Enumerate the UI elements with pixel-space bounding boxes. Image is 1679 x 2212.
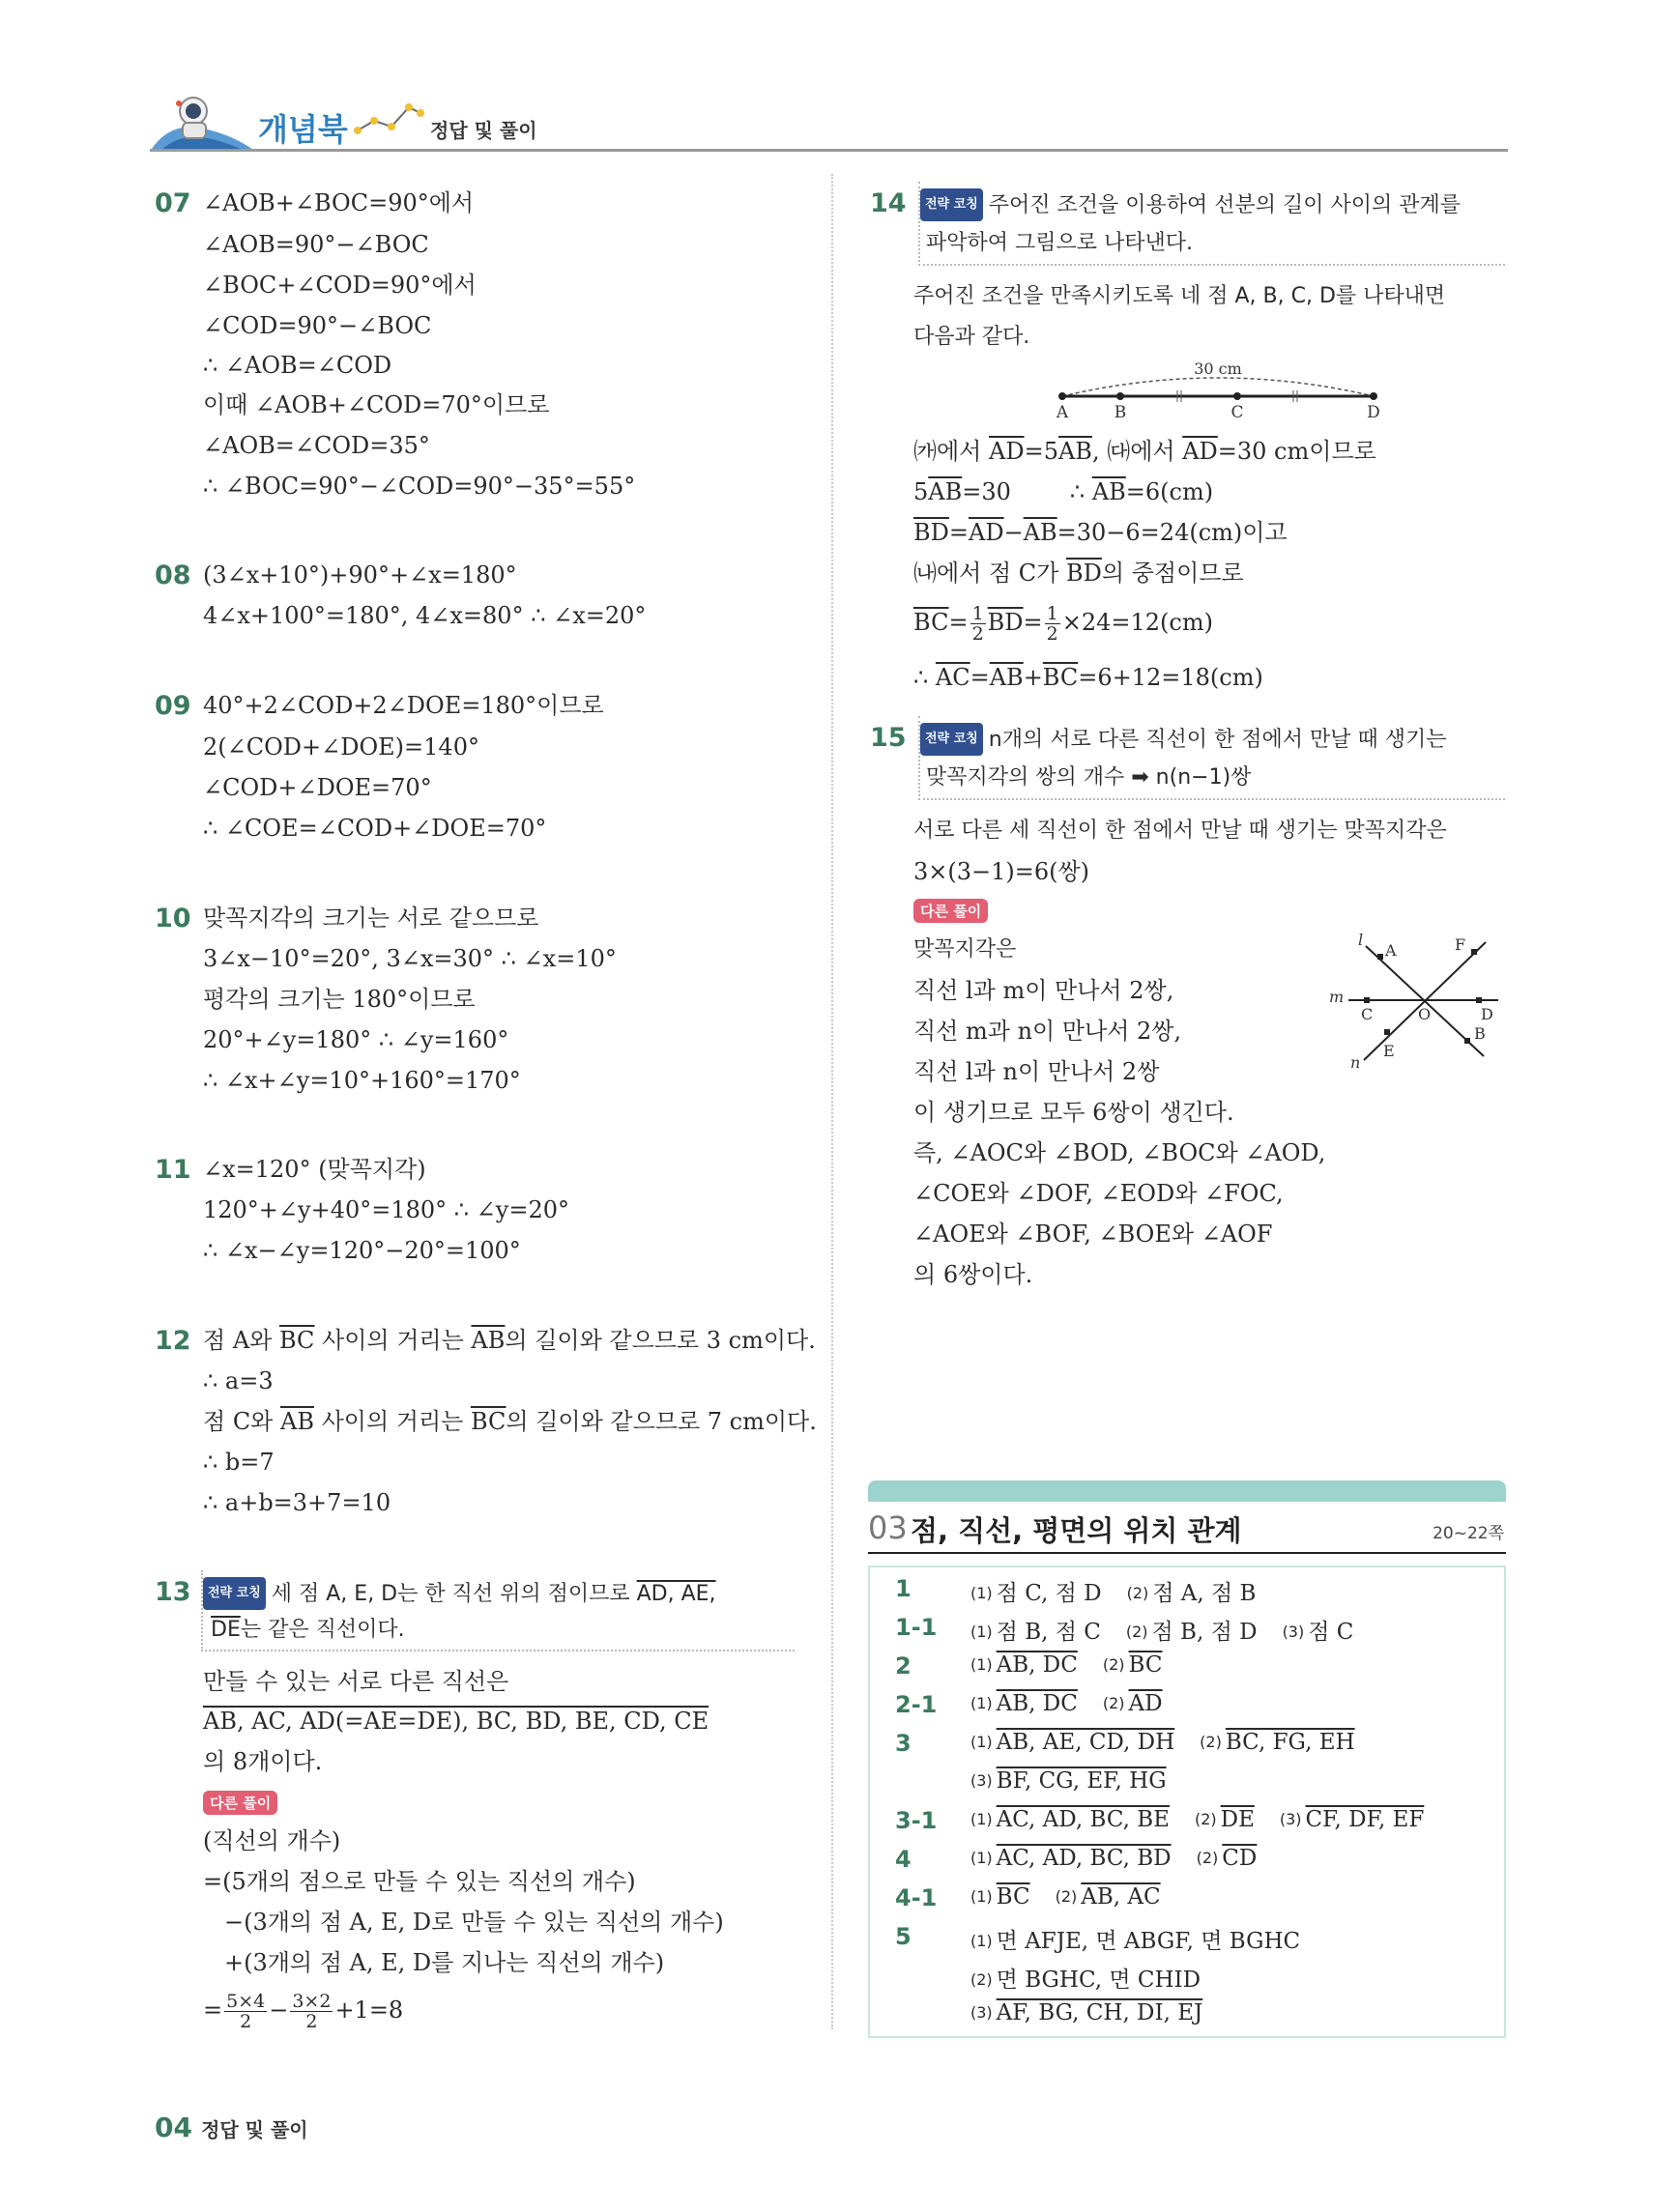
item-marker: (1) (970, 1655, 993, 1674)
line: ∴ a+b=3+7=10 (203, 1489, 391, 1516)
line: ∠AOB+∠BOC=90°에서 (203, 189, 475, 216)
line: ∴ b=7 (203, 1449, 275, 1476)
coaching-line (920, 188, 1461, 221)
page-number: 04 (155, 2111, 192, 2143)
item-marker: (1) (970, 1887, 993, 1906)
item-marker: (1) (970, 1849, 993, 1867)
text: ㈎에서 (913, 438, 989, 465)
answer-row (868, 2000, 1502, 2039)
line: +(3개의 점 A, E, D를 지나는 직선의 개수) (224, 1949, 665, 1976)
point-label: E (1383, 1042, 1395, 1060)
numerator: 1 (1046, 603, 1058, 624)
item-marker: (1) (970, 1733, 993, 1751)
answer-row (868, 1923, 1502, 1962)
item-text: $\overline{BC}$ (1128, 1652, 1163, 1678)
line (913, 518, 1288, 547)
text: ㈏에서 점 C가 (913, 560, 1066, 587)
column-divider (831, 174, 833, 2029)
item-marker: (1) (970, 1694, 993, 1712)
answer-row (868, 1575, 1502, 1614)
line-label: $\overline{DE}$ (211, 1618, 241, 1642)
item-marker: (2) (1200, 1733, 1222, 1751)
answer-list (868, 1575, 1502, 2029)
point-label: B (1114, 403, 1127, 422)
text: =30 cm이므로 (1217, 438, 1376, 465)
problem-number: 13 (155, 1577, 191, 1607)
line: ∴ ∠x+∠y=10°+160°=170° (203, 1067, 521, 1094)
text: =30−6=24(cm)이고 (1057, 519, 1288, 546)
problem-number: 08 (155, 560, 191, 590)
line-label: n (1350, 1053, 1361, 1072)
point-label: B (1474, 1024, 1486, 1043)
text: =6+12=18(cm) (1078, 664, 1263, 691)
line: 3∠x−10°=20°, 3∠x=30° ∴ ∠x=10° (203, 945, 617, 972)
point-label: O (1418, 1005, 1432, 1023)
text: , ㈐에서 (1091, 438, 1183, 465)
three-lines-figure (1329, 933, 1513, 1077)
point-label: A (1056, 403, 1069, 422)
item-marker: (2) (970, 1970, 993, 1989)
answer-number: 4-1 (895, 1884, 938, 1911)
alt-solution-badge: 다른 풀이 (203, 1791, 277, 1815)
item-text: 점 A, 점 B (1152, 1581, 1257, 1606)
answer-row (868, 1614, 1502, 1652)
segment-label: $\overline{BD}$ (913, 519, 949, 546)
text: 5 (913, 478, 929, 505)
point-label: C (1361, 1005, 1374, 1023)
equals-sign: = (203, 1997, 223, 2024)
line: 20°+∠y=180° ∴ ∠y=160° (203, 1026, 509, 1053)
coaching-line (211, 1616, 405, 1645)
problem-number: 11 (155, 1155, 191, 1185)
item-marker: (3) (1282, 1623, 1305, 1641)
item-marker: (2) (1196, 1849, 1219, 1867)
fraction (970, 604, 986, 644)
point-label: D (1481, 1005, 1493, 1023)
segment-label: $\overline{BD}$ (987, 609, 1024, 636)
problem-number: 15 (870, 723, 907, 753)
text: = (970, 664, 990, 691)
line: 즉, ∠AOC와 ∠BOD, ∠BOC와 ∠AOD, (913, 1139, 1326, 1166)
text: + (1023, 664, 1043, 691)
numerator: 3×2 (292, 1991, 332, 2012)
line (203, 1326, 816, 1355)
item-text: $\overline{CD}$ (1222, 1846, 1258, 1871)
section-rule (868, 1552, 1506, 1554)
book-title: 개념북 (258, 111, 348, 148)
line: AB, AC, AD(=AE=DE), BC, BD, BE, CD, CE (203, 1708, 709, 1735)
line (913, 663, 1263, 692)
item-marker: (3) (970, 2003, 993, 2022)
line: ∴ ∠COE=∠COD+∠DOE=70° (203, 815, 547, 842)
line: 만들 수 있는 서로 다른 직선은 (203, 1668, 509, 1695)
item-text: AC, AD, BC, BE (996, 1807, 1170, 1832)
line: ∠AOE와 ∠BOF, ∠BOE와 ∠AOF (913, 1221, 1273, 1248)
line: 맞꼭지각은 (913, 937, 1017, 962)
segment-figure (1049, 358, 1397, 425)
item-marker: (2) (1126, 1584, 1149, 1602)
line: ∠COE와 ∠DOF, ∠EOD와 ∠FOC, (913, 1180, 1284, 1207)
answer-items (970, 1730, 1380, 1755)
line: 의 8개이다. (203, 1748, 323, 1775)
section-03 (868, 1480, 1506, 2036)
line: ∴ a=3 (203, 1367, 274, 1394)
coaching-line: 파악하여 그림으로 나타낸다. (926, 231, 1194, 255)
header-subtitle: 정답 및 풀이 (430, 119, 537, 142)
item-text: AC, AD, BC, BD (996, 1846, 1172, 1871)
point-label: D (1367, 403, 1380, 422)
minus-sign: − (269, 1997, 289, 2024)
numerator: 5×4 (226, 1991, 266, 2012)
segment-label: $\overline{AD}$ (969, 519, 1004, 546)
section-number: 03 (868, 1509, 908, 1546)
line: ∴ ∠AOB=∠COD (203, 352, 392, 379)
text: =5 (1024, 438, 1058, 465)
section-title: 점, 직선, 평면의 위치 관계 (911, 1514, 1242, 1547)
item-marker: (1) (970, 1810, 993, 1828)
segment-label: $\overline{AD}$ (989, 438, 1025, 465)
text: 세 점 A, E, D는 한 직선 위의 점이므로 (271, 1582, 637, 1606)
text: = (948, 519, 969, 546)
line: 다음과 같다. (913, 325, 1030, 349)
text: 점 A와 (203, 1327, 279, 1354)
answer-items (970, 1691, 1188, 1716)
line: 4∠x+100°=180°, 4∠x=80° ∴ ∠x=20° (203, 602, 647, 629)
item-text: AF, BG, CH, DI, EJ (996, 2000, 1203, 2025)
text: =30 ∴ (962, 478, 1092, 505)
page-footer (155, 2111, 308, 2143)
text: 사이의 거리는 (313, 1408, 471, 1435)
segment-label: $\overline{AB}$ (471, 1327, 506, 1354)
answer-number: 1-1 (895, 1614, 938, 1641)
page-header (150, 92, 1508, 152)
answer-number: 3 (895, 1730, 912, 1757)
item-marker: (2) (1125, 1623, 1148, 1641)
coaching-line (203, 1577, 716, 1610)
text: ∴ (913, 664, 936, 691)
item-text: $\overline{BC}$ (996, 1884, 1030, 1910)
line (203, 1407, 817, 1436)
numerator: 1 (971, 603, 984, 624)
line: (직선의 개수) (203, 1827, 341, 1854)
answer-items (970, 1962, 1226, 1994)
answer-items (970, 1652, 1187, 1678)
line: −(3개의 점 A, E, D로 만들 수 있는 직선의 개수) (224, 1909, 724, 1936)
line (913, 559, 1244, 588)
answer-row (868, 1730, 1502, 1768)
answer-items (970, 1923, 1325, 1955)
fraction (290, 1992, 333, 2031)
line-label: AD, AE, (636, 1582, 716, 1606)
line: ∴ ∠BOC=90°−∠COD=90°−35°=55° (203, 473, 636, 500)
answer-number: 5 (895, 1923, 912, 1950)
point-label: A (1385, 941, 1397, 960)
text: =6(cm) (1125, 478, 1214, 505)
item-text: 면 AFJE, 면 ABGF, 면 BGHC (996, 1929, 1301, 1954)
line: 이때 ∠AOB+∠COD=70°이므로 (203, 391, 550, 418)
line: 직선 l과 n이 만나서 2쌍 (913, 1058, 1160, 1085)
text: 의 중점이므로 (1101, 560, 1244, 587)
coaching-badge: 전략 코칭 (920, 188, 983, 221)
line: 2(∠COD+∠DOE)=140° (203, 733, 479, 761)
fraction-line (913, 599, 1213, 646)
equals-sign: = (1023, 609, 1043, 636)
answer-row (868, 1652, 1502, 1691)
item-text: AB, DC (996, 1691, 1078, 1716)
item-marker: (3) (1279, 1810, 1302, 1828)
fraction (1045, 604, 1060, 644)
answer-number: 3-1 (895, 1807, 938, 1834)
item-text: BF, CG, EF, HG (996, 1768, 1167, 1794)
coaching-badge: 전략 코칭 (203, 1577, 266, 1610)
text: ×24=12(cm) (1061, 609, 1213, 636)
constellation-icon (353, 100, 425, 138)
line: =(5개의 점으로 만들 수 있는 직선의 개수) (203, 1868, 636, 1895)
item-text: 점 B, 점 C (996, 1620, 1101, 1645)
problem-number: 10 (155, 904, 191, 934)
segment-label: $\overline{AC}$ (935, 664, 970, 691)
problem-number: 12 (155, 1326, 191, 1356)
coaching-badge: 전략 코칭 (920, 723, 983, 756)
item-marker: (3) (970, 1771, 993, 1790)
line: ∠x=120° (맞꼭지각) (203, 1156, 426, 1183)
text: 의 길이와 같으므로 7 cm이다. (506, 1408, 817, 1435)
segment-label: $\overline{AB}$ (989, 664, 1024, 691)
text: − (1003, 519, 1024, 546)
item-marker: (1) (970, 1584, 993, 1602)
header-rule (150, 149, 1508, 152)
problem-number: 09 (155, 691, 191, 721)
answer-number: 2-1 (895, 1691, 938, 1718)
segment-label: $\overline{AB}$ (1091, 478, 1126, 505)
text: 사이의 거리는 (314, 1327, 472, 1354)
answer-row (868, 1807, 1502, 1846)
fraction-line (203, 1989, 403, 2031)
equals-sign: = (948, 609, 969, 636)
line: 40°+2∠COD+2∠DOE=180°이므로 (203, 692, 604, 719)
segment-label: $\overline{AB}$ (1023, 519, 1057, 546)
section-tab (868, 1480, 1506, 1502)
answer-items (970, 1807, 1449, 1832)
item-marker: (2) (1102, 1655, 1125, 1674)
item-text: 면 BGHC, 면 CHID (996, 1968, 1201, 1993)
answer-number: 4 (895, 1846, 912, 1873)
item-text: BC, FG, EH (1225, 1730, 1355, 1755)
line: 맞꼭지각의 크기는 서로 같으므로 (203, 905, 539, 932)
line: 120°+∠y+40°=180° ∴ ∠y=20° (203, 1196, 569, 1223)
line: 주어진 조건을 만족시키도록 네 점 A, B, C, D를 나타내면 (913, 284, 1446, 308)
segment-label: $\overline{AD}$ (1182, 438, 1218, 465)
item-text: AB, AC (1081, 1884, 1161, 1910)
line: ∠BOC+∠COD=90°에서 (203, 272, 477, 299)
line: ∠AOB=90°−∠BOC (203, 231, 429, 258)
text: +1=8 (334, 1997, 404, 2024)
answer-items (970, 1846, 1282, 1871)
line: ∠AOB=∠COD=35° (203, 432, 430, 459)
line: 3×(3−1)=6(쌍) (913, 858, 1090, 885)
line (913, 437, 1376, 466)
answer-items (970, 1768, 1192, 1794)
line: 직선 m과 n이 만나서 2쌍, (913, 1018, 1182, 1045)
segment-label: $\overline{AB}$ (928, 478, 963, 505)
text: 점 C와 (203, 1408, 280, 1435)
item-text: 점 C, 점 D (996, 1581, 1102, 1606)
footer-label: 정답 및 풀이 (201, 2118, 308, 2141)
denominator: 2 (1046, 623, 1058, 645)
answer-number: 1 (895, 1575, 912, 1602)
answer-items (970, 1884, 1186, 1910)
segment-label: $\overline{BC}$ (278, 1327, 315, 1354)
astronaut-mascot-icon (150, 92, 261, 152)
line: ∠COD=90°−∠BOC (203, 312, 432, 339)
answer-row (868, 1846, 1502, 1884)
answer-items (970, 1575, 1281, 1607)
text: 주어진 조건을 이용하여 선분의 길이 사이의 관계를 (988, 193, 1462, 217)
item-marker: (1) (970, 1623, 993, 1641)
point-label: C (1230, 403, 1244, 422)
denominator: 2 (240, 2011, 252, 2032)
line: 이 생기므로 모두 6쌍이 생긴다. (913, 1099, 1234, 1126)
line-label: m (1329, 988, 1345, 1006)
answer-items (970, 1614, 1378, 1646)
coaching-line (920, 723, 1446, 756)
segment-label: $\overline{BC}$ (1042, 664, 1079, 691)
item-text: AB, AE, CD, DH (996, 1730, 1175, 1755)
item-text: 점 C (1308, 1620, 1354, 1645)
line: (3∠x+10°)+90°+∠x=180° (203, 561, 517, 589)
point-label: F (1455, 935, 1466, 954)
item-text: CF, DF, EF (1305, 1807, 1425, 1832)
line: 평각의 크기는 180°이므로 (203, 986, 476, 1013)
item-marker: (2) (1055, 1887, 1078, 1906)
denominator: 2 (971, 623, 984, 645)
answer-number: 2 (895, 1652, 912, 1680)
text: 는 같은 직선이다. (240, 1618, 405, 1642)
item-marker: (1) (970, 1932, 993, 1950)
problem-number: 07 (155, 188, 191, 218)
alt-solution-badge: 다른 풀이 (913, 899, 988, 923)
answer-row (868, 1691, 1502, 1730)
item-marker: (2) (1102, 1694, 1125, 1712)
text: n개의 서로 다른 직선이 한 점에서 만날 때 생기는 (988, 728, 1447, 752)
line: ∠COD+∠DOE=70° (203, 774, 432, 801)
section-pages: 20~22쪽 (1433, 1524, 1504, 1543)
line: 서로 다른 세 직선이 한 점에서 만날 때 생기는 맞꼭지각은 (913, 819, 1447, 843)
fraction (224, 1992, 267, 2031)
segment-label: $\overline{BD}$ (1066, 560, 1102, 587)
line: 의 6쌍이다. (913, 1261, 1033, 1288)
problem-number: 14 (870, 188, 907, 218)
denominator: 2 (305, 2011, 318, 2032)
item-text: $\overline{AD}$ (1128, 1691, 1163, 1716)
segment-label: $\overline{BC}$ (913, 609, 949, 636)
answer-row (868, 1884, 1502, 1923)
segment-label: $\overline{AB}$ (1057, 438, 1092, 465)
coaching-line: 맞꼭지각의 쌍의 개수 ➡ n(n−1)쌍 (926, 765, 1252, 790)
line: ∴ ∠x−∠y=120°−20°=100° (203, 1237, 521, 1264)
line (913, 477, 1213, 506)
item-text: 점 B, 점 D (1151, 1620, 1258, 1645)
segment-label: $\overline{BC}$ (470, 1408, 507, 1435)
item-text: $\overline{DE}$ (1220, 1807, 1255, 1832)
answer-row (868, 1962, 1502, 2000)
line-label: l (1358, 933, 1364, 949)
item-text: AB, DC (996, 1652, 1078, 1678)
answer-row (868, 1768, 1502, 1807)
length-label: 30 cm (1194, 359, 1242, 378)
text: 의 길이와 같으므로 3 cm이다. (505, 1327, 816, 1354)
item-marker: (2) (1194, 1810, 1217, 1828)
segment-label: $\overline{AB}$ (280, 1408, 314, 1435)
answer-items (970, 2000, 1228, 2025)
line: 직선 l과 m이 만나서 2쌍, (913, 977, 1174, 1004)
